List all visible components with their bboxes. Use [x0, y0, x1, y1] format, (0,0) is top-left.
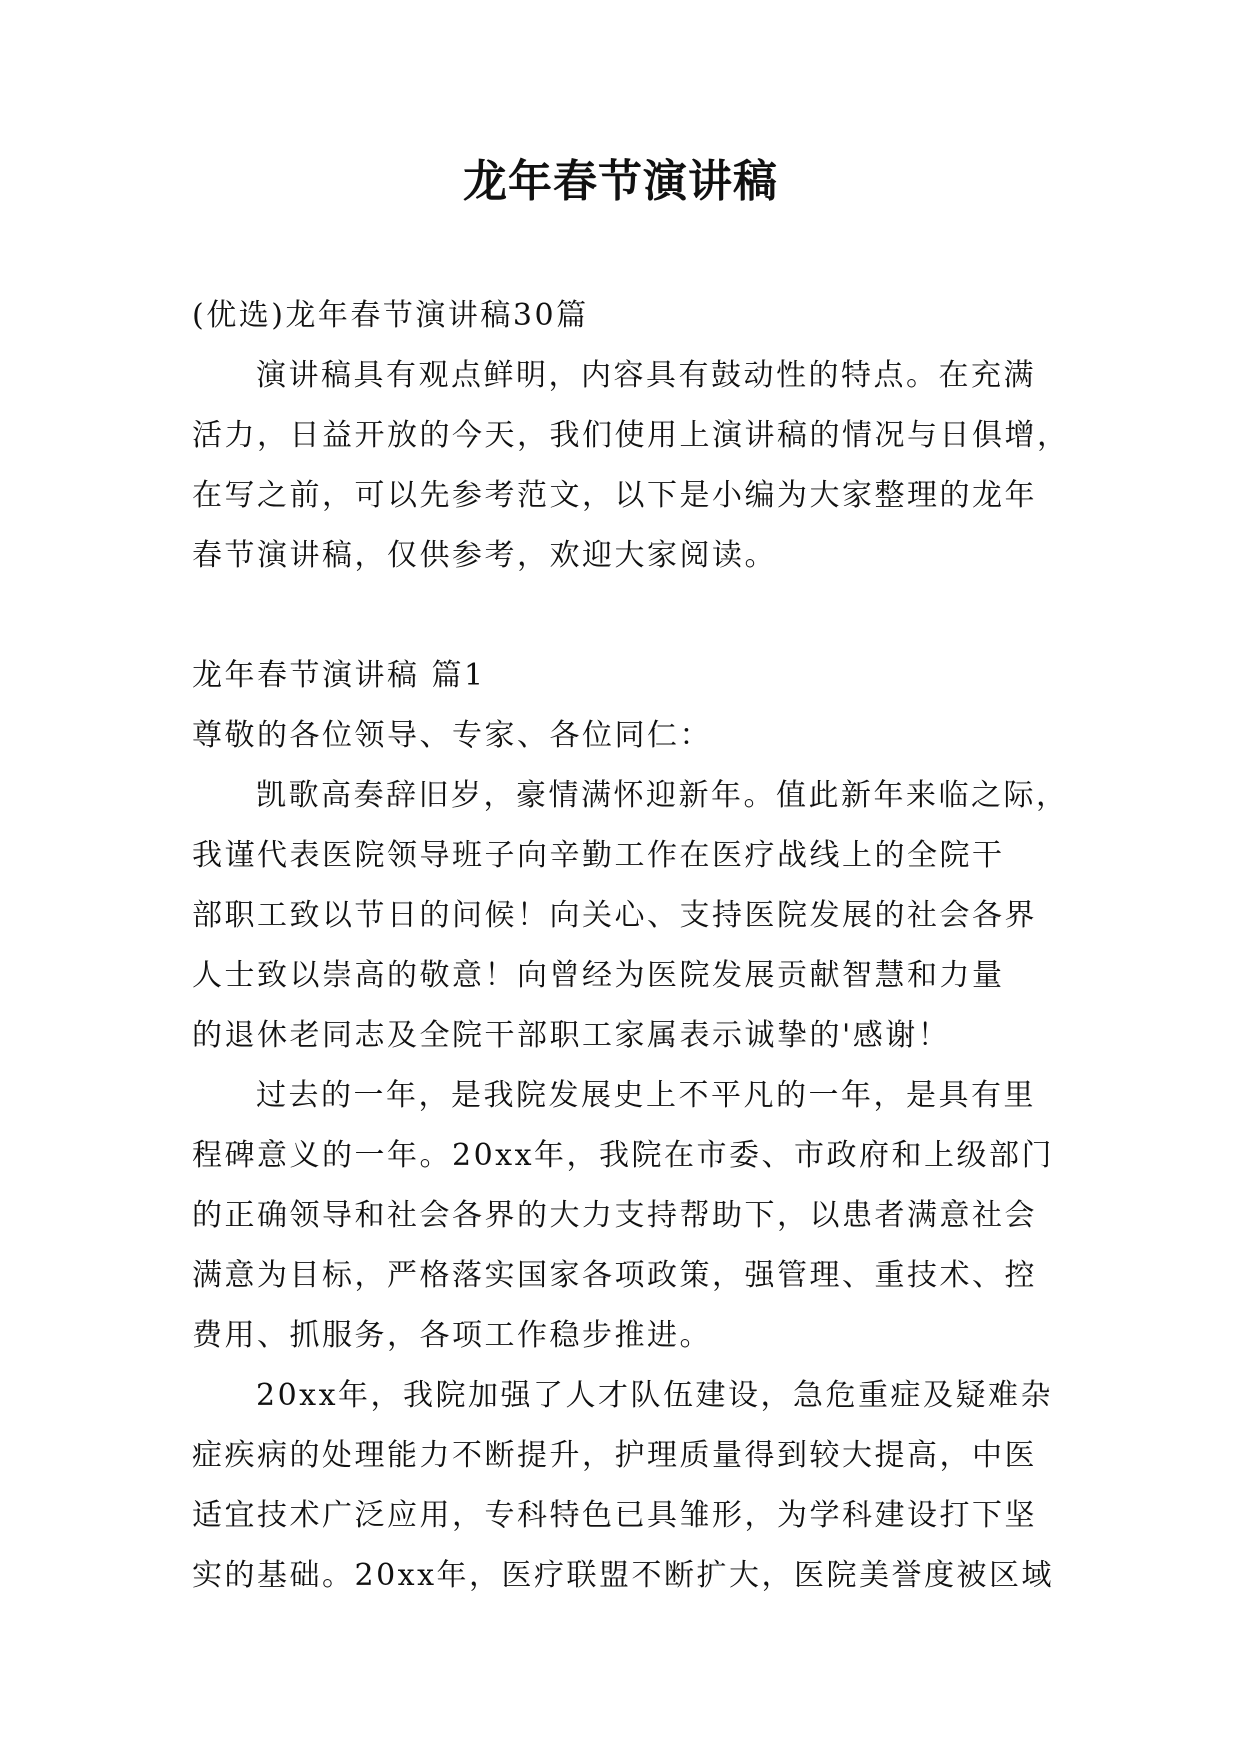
intro-line: 活力，日益开放的今天，我们使用上演讲稿的情况与日俱增， [192, 418, 1070, 453]
paragraph-line: 的正确领导和社会各界的大力支持帮助下，以患者满意社会 [192, 1198, 1037, 1233]
blank-line [192, 586, 1052, 646]
salutation: 尊敬的各位领导、专家、各位同仁： [192, 718, 712, 753]
paragraph-line: 症疾病的处理能力不断提升，护理质量得到较大提高，中医 [192, 1438, 1037, 1473]
paragraph-line: 适宜技术广泛应用，专科特色已具雏形，为学科建设打下坚 [192, 1498, 1037, 1533]
paragraph-line: 20xx年，我院加强了人才队伍建设，急危重症及疑难杂 [256, 1378, 1054, 1413]
intro-line: 春节演讲稿，仅供参考，欢迎大家阅读。 [192, 538, 777, 573]
paragraph-line: 人士致以崇高的敬意！向曾经为医院发展贡献智慧和力量 [192, 958, 1005, 993]
document-body [192, 286, 1070, 1606]
paragraph-line: 部职工致以节日的问候！向关心、支持医院发展的社会各界 [192, 898, 1037, 933]
paragraph-line: 费用、抓服务，各项工作稳步推进。 [192, 1318, 712, 1353]
document-title: 龙年春节演讲稿 [463, 156, 778, 207]
paragraph-line: 过去的一年，是我院发展史上不平凡的一年，是具有里 [256, 1078, 1036, 1113]
paragraph-line: 的退休老同志及全院干部职工家属表示诚挚的'感谢！ [192, 1018, 951, 1053]
paragraph-line: 满意为目标，严格落实国家各项政策，强管理、重技术、控 [192, 1258, 1037, 1293]
paragraph-line: 实的基础。20xx年，医疗联盟不断扩大，医院美誉度被区域 [192, 1558, 1055, 1593]
intro-line: 演讲稿具有观点鲜明，内容具有鼓动性的特点。在充满 [256, 358, 1036, 393]
paragraph-line: 凯歌高奏辞旧岁，豪情满怀迎新年。值此新年来临之际， [256, 778, 1069, 813]
document-subtitle: (优选)龙年春节演讲稿30篇 [192, 298, 589, 333]
section-heading: 龙年春节演讲稿 篇1 [192, 658, 486, 693]
paragraph-line: 程碑意义的一年。20xx年，我院在市委、市政府和上级部门 [192, 1138, 1055, 1173]
paragraph-line: 我谨代表医院领导班子向辛勤工作在医疗战线上的全院干 [192, 838, 1005, 873]
intro-line: 在写之前，可以先参考范文，以下是小编为大家整理的龙年 [192, 478, 1037, 513]
